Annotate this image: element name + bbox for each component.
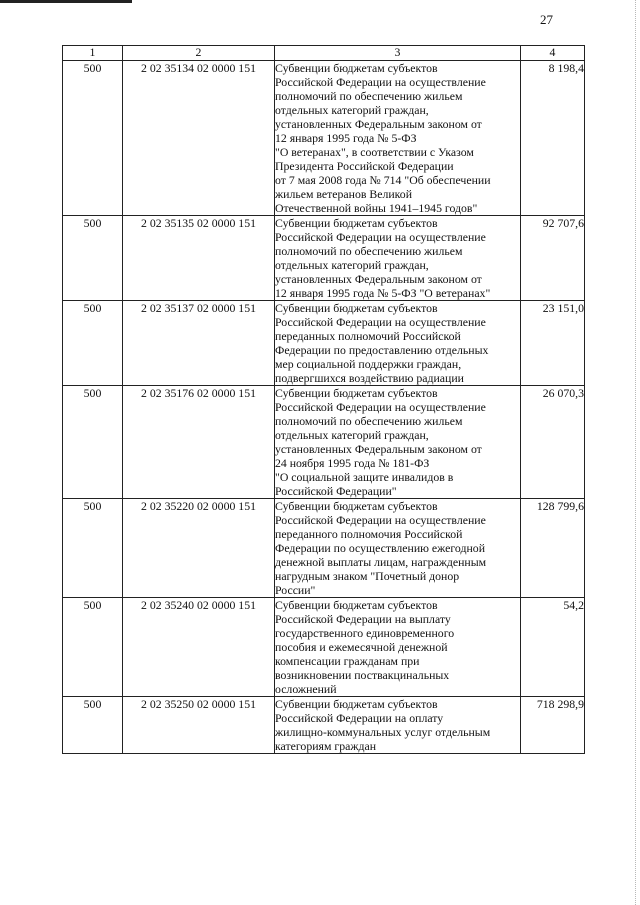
description-line: установленных Федеральным законом от bbox=[275, 117, 482, 131]
budget-table bbox=[62, 45, 585, 754]
table-row bbox=[63, 598, 585, 697]
amount-cell: 26 070,3 bbox=[521, 386, 585, 499]
table-row bbox=[63, 61, 585, 216]
description-line: Субвенции бюджетам субъектов bbox=[275, 216, 438, 230]
description-line: Субвенции бюджетам субъектов bbox=[275, 61, 438, 75]
description-cell bbox=[275, 61, 521, 216]
kbk-code-cell: 2 02 35135 02 0000 151 bbox=[123, 216, 275, 301]
description-line: "О социальной защите инвалидов в bbox=[275, 470, 454, 484]
description-line: жилищно-коммунальных услуг отдельным bbox=[275, 725, 491, 739]
description-line: установленных Федеральным законом от bbox=[275, 272, 482, 286]
amount-cell: 54,2 bbox=[521, 598, 585, 697]
admin-code-cell: 500 bbox=[63, 301, 123, 386]
description-line: Федерации по осуществлению ежегодной bbox=[275, 541, 486, 555]
description-line: Президента Российской Федерации bbox=[275, 159, 454, 173]
table-row bbox=[63, 697, 585, 754]
description-line: 12 января 1995 года № 5-ФЗ "О ветеранах" bbox=[275, 286, 491, 300]
kbk-code-cell: 2 02 35134 02 0000 151 bbox=[123, 61, 275, 216]
description-line: "О ветеранах", в соответствии с Указом bbox=[275, 145, 474, 159]
description-line: Российской Федерации на осуществление bbox=[275, 400, 486, 414]
description-line: компенсации гражданам при bbox=[275, 654, 420, 668]
description-cell bbox=[275, 598, 521, 697]
amount-cell: 718 298,9 bbox=[521, 697, 585, 754]
description-line: Российской Федерации на осуществление bbox=[275, 230, 486, 244]
kbk-code-cell: 2 02 35250 02 0000 151 bbox=[123, 697, 275, 754]
description-line: Российской Федерации на осуществление bbox=[275, 513, 486, 527]
admin-code-cell: 500 bbox=[63, 386, 123, 499]
description-line: переданного полномочия Российской bbox=[275, 527, 463, 541]
description-cell bbox=[275, 386, 521, 499]
description-line: Субвенции бюджетам субъектов bbox=[275, 499, 438, 513]
description-line: установленных Федеральным законом от bbox=[275, 442, 482, 456]
description-line: Российской Федерации на выплату bbox=[275, 612, 451, 626]
description-line: пособия и ежемесячной денежной bbox=[275, 640, 448, 654]
description-line: России" bbox=[275, 583, 316, 597]
description-line: Субвенции бюджетам субъектов bbox=[275, 598, 438, 612]
description-cell bbox=[275, 301, 521, 386]
table-row bbox=[63, 499, 585, 598]
description-line: Субвенции бюджетам субъектов bbox=[275, 301, 438, 315]
description-line: Федерации по предоставлению отдельных bbox=[275, 343, 489, 357]
description-line: Российской Федерации на осуществление bbox=[275, 75, 486, 89]
table-row bbox=[63, 386, 585, 499]
kbk-code-cell: 2 02 35176 02 0000 151 bbox=[123, 386, 275, 499]
column-header-4: 4 bbox=[521, 46, 585, 61]
table-header-row bbox=[63, 46, 585, 61]
description-line: мер социальной поддержки граждан, bbox=[275, 357, 462, 371]
kbk-code-cell: 2 02 35240 02 0000 151 bbox=[123, 598, 275, 697]
description-line: денежной выплаты лицам, награжденным bbox=[275, 555, 487, 569]
kbk-code-cell: 2 02 35220 02 0000 151 bbox=[123, 499, 275, 598]
description-line: отдельных категорий граждан, bbox=[275, 103, 429, 117]
corner-mark bbox=[0, 0, 132, 3]
description-line: осложнений bbox=[275, 682, 337, 696]
description-line: 12 января 1995 года № 5-ФЗ bbox=[275, 131, 417, 145]
description-line: отдельных категорий граждан, bbox=[275, 258, 429, 272]
page-number: 27 bbox=[540, 12, 553, 27]
kbk-code-cell: 2 02 35137 02 0000 151 bbox=[123, 301, 275, 386]
amount-cell: 8 198,4 bbox=[521, 61, 585, 216]
column-header-1: 1 bbox=[63, 46, 123, 61]
description-cell bbox=[275, 499, 521, 598]
admin-code-cell: 500 bbox=[63, 598, 123, 697]
description-line: отдельных категорий граждан, bbox=[275, 428, 429, 442]
description-line: Субвенции бюджетам субъектов bbox=[275, 697, 438, 711]
description-line: жильем ветеранов Великой bbox=[275, 187, 413, 201]
table-body bbox=[63, 61, 585, 754]
description-line: нагрудным знаком "Почетный донор bbox=[275, 569, 460, 583]
description-line: Российской Федерации на оплату bbox=[275, 711, 444, 725]
admin-code-cell: 500 bbox=[63, 61, 123, 216]
description-line: Отечественной войны 1941–1945 годов" bbox=[275, 201, 478, 215]
admin-code-cell: 500 bbox=[63, 697, 123, 754]
admin-code-cell: 500 bbox=[63, 216, 123, 301]
description-line: подвергшихся воздействию радиации bbox=[275, 371, 464, 385]
description-line: возникновении поствакцинальных bbox=[275, 668, 450, 682]
description-line: переданных полномочий Российской bbox=[275, 329, 461, 343]
description-line: Российской Федерации" bbox=[275, 484, 397, 498]
description-line: Российской Федерации на осуществление bbox=[275, 315, 486, 329]
description-line: от 7 мая 2008 года № 714 "Об обеспечении bbox=[275, 173, 491, 187]
table-row bbox=[63, 216, 585, 301]
admin-code-cell: 500 bbox=[63, 499, 123, 598]
description-cell bbox=[275, 216, 521, 301]
description-line: полномочий по обеспечению жильем bbox=[275, 89, 463, 103]
table-row bbox=[63, 301, 585, 386]
description-line: государственного единовременного bbox=[275, 626, 455, 640]
description-line: полномочий по обеспечению жильем bbox=[275, 414, 463, 428]
amount-cell: 23 151,0 bbox=[521, 301, 585, 386]
description-line: категориям граждан bbox=[275, 739, 377, 753]
column-header-3: 3 bbox=[275, 46, 521, 61]
description-line: полномочий по обеспечению жильем bbox=[275, 244, 463, 258]
amount-cell: 128 799,6 bbox=[521, 499, 585, 598]
description-line: 24 ноября 1995 года № 181-ФЗ bbox=[275, 456, 430, 470]
column-header-2: 2 bbox=[123, 46, 275, 61]
scan-edge-line bbox=[634, 0, 636, 905]
description-cell bbox=[275, 697, 521, 754]
amount-cell: 92 707,6 bbox=[521, 216, 585, 301]
description-line: Субвенции бюджетам субъектов bbox=[275, 386, 438, 400]
